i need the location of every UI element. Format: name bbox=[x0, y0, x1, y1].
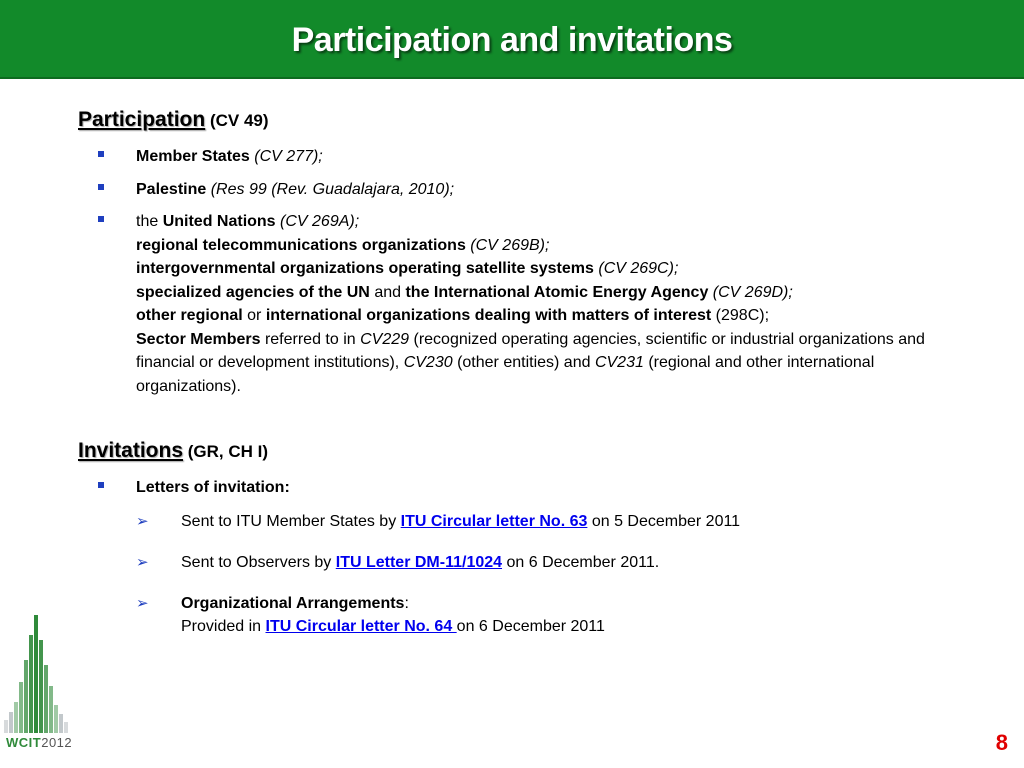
cv229-ref: CV229 bbox=[360, 330, 410, 348]
iaea-bold: the International Atomic Energy Agency bbox=[405, 283, 709, 301]
org-colon: : bbox=[404, 594, 409, 612]
square-bullet-icon bbox=[98, 482, 104, 488]
arrow-bullet-icon: ➢ bbox=[136, 553, 149, 571]
org-line bbox=[181, 592, 958, 615]
letter-text: Sent to Observers by bbox=[181, 553, 332, 571]
square-bullet-icon bbox=[98, 184, 104, 190]
letters-label: Letters of invitation: bbox=[136, 479, 290, 496]
list-item bbox=[78, 178, 958, 202]
slide-content bbox=[78, 108, 958, 656]
specialized-line bbox=[136, 281, 958, 305]
sector-text: referred to in bbox=[264, 330, 356, 348]
slide-title: Participation and invitations bbox=[291, 21, 733, 59]
item-bold: Member States bbox=[136, 148, 250, 165]
square-bullet-icon bbox=[98, 216, 104, 222]
regional-line bbox=[136, 234, 958, 258]
arrow-bullet-icon: ➢ bbox=[136, 594, 149, 612]
un-ref: (CV 269A); bbox=[280, 213, 360, 230]
cv230-ref: CV230 bbox=[403, 354, 453, 371]
invitations-list bbox=[78, 476, 958, 638]
org-provided-line bbox=[181, 615, 958, 638]
title-bar bbox=[0, 0, 1024, 79]
dm-letter-link[interactable]: ITU Letter DM-11/1024 bbox=[335, 553, 503, 571]
intergov-ref: (CV 269C); bbox=[598, 260, 679, 277]
item-bold: Palestine bbox=[136, 180, 207, 198]
cv231-ref: CV231 bbox=[594, 354, 644, 371]
participation-heading bbox=[78, 108, 958, 133]
arrow-bullet-icon: ➢ bbox=[136, 512, 149, 530]
invitations-ref: (GR, CH I) bbox=[187, 442, 269, 461]
regional-ref: (CV 269B); bbox=[470, 236, 550, 254]
sector-text: (regional and other international organizations). bbox=[136, 354, 875, 395]
invitations-heading bbox=[78, 439, 958, 464]
letter-date: on 5 December 2011 bbox=[591, 512, 741, 530]
un-pre: the bbox=[136, 213, 163, 230]
sector-text: (other entities) and bbox=[457, 354, 591, 371]
participation-list bbox=[78, 145, 958, 398]
un-bold: United Nations bbox=[162, 213, 276, 230]
list-item bbox=[78, 210, 958, 398]
other-regional-line bbox=[136, 304, 958, 328]
wcit-logo-text bbox=[6, 735, 76, 750]
spec-and: and bbox=[374, 283, 402, 301]
un-line bbox=[136, 210, 958, 234]
list-item bbox=[78, 592, 958, 638]
regional-bold: regional telecommunications organizations bbox=[136, 236, 466, 254]
list-item bbox=[78, 476, 958, 638]
sector-line bbox=[136, 328, 958, 399]
letter-text: Sent to ITU Member States by bbox=[181, 512, 397, 530]
circular-64-link[interactable]: ITU Circular letter No. 64 bbox=[265, 617, 457, 635]
other-or: or bbox=[247, 307, 262, 324]
letters-list bbox=[78, 510, 958, 638]
logo-year: 2012 bbox=[41, 735, 73, 750]
other-bold: other regional bbox=[136, 307, 243, 324]
participation-title: Participation bbox=[78, 108, 206, 131]
letter-date: on 6 December 2011. bbox=[506, 553, 660, 571]
intergov-bold: intergovernmental organizations operating satellite systems bbox=[136, 260, 594, 277]
page-number: 8 bbox=[995, 730, 1008, 755]
logo-brand: WCIT bbox=[6, 735, 42, 750]
intl-bold: international organizations dealing with matters of interest bbox=[265, 307, 712, 324]
sector-bold: Sector Members bbox=[136, 330, 261, 348]
item-ref: (CV 277); bbox=[254, 148, 323, 165]
iaea-ref: (CV 269D); bbox=[712, 283, 793, 301]
intl-ref: (298C); bbox=[715, 307, 770, 324]
list-item bbox=[78, 510, 958, 533]
org-bold: Organizational Arrangements bbox=[181, 594, 405, 612]
list-item bbox=[78, 551, 958, 574]
list-item bbox=[78, 145, 958, 169]
participation-ref: (CV 49) bbox=[209, 111, 269, 130]
org-text: Provided in bbox=[181, 617, 262, 635]
square-bullet-icon bbox=[98, 151, 104, 157]
spec-bold: specialized agencies of the UN bbox=[136, 283, 370, 301]
invitations-title: Invitations bbox=[78, 439, 184, 462]
org-date: on 6 December 2011 bbox=[456, 617, 605, 635]
item-ref: (Res 99 (Rev. Guadalajara, 2010); bbox=[210, 180, 455, 198]
circular-63-link[interactable]: ITU Circular letter No. 63 bbox=[400, 512, 588, 530]
sector-text: (recognized operating agencies, scientific or industrial organizations and financial or development institutions), bbox=[136, 330, 925, 371]
intergov-line bbox=[136, 257, 958, 281]
